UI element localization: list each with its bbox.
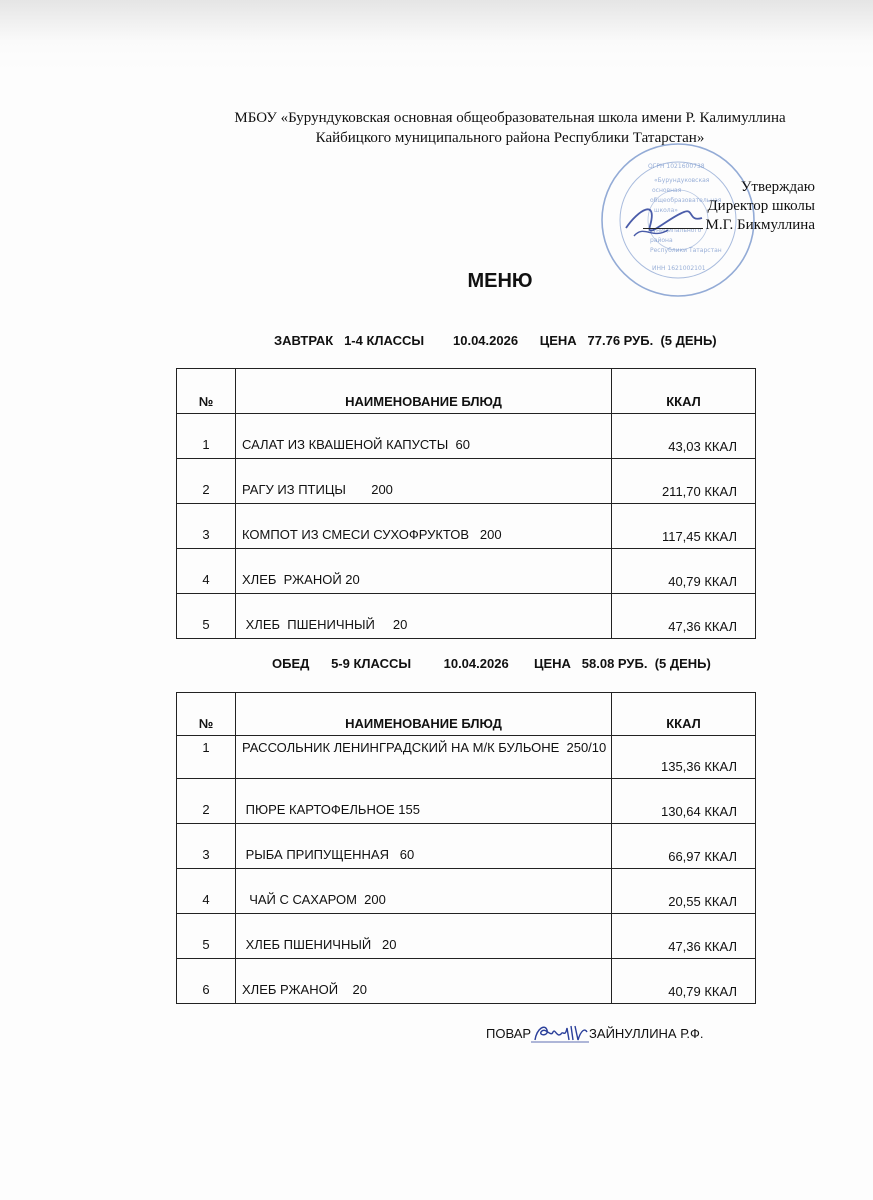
breakfast-meal: ЗАВТРАК [274, 333, 334, 348]
breakfast-date: 10.04.2026 [453, 333, 519, 348]
dish-kcal: 130,64 ККАЛ [612, 779, 756, 824]
col-number-header: № [177, 369, 236, 414]
svg-text:школа»: школа» [654, 207, 678, 214]
dish-kcal: 117,45 ККАЛ [612, 504, 756, 549]
row-number: 2 [177, 779, 236, 824]
dish-kcal: 20,55 ККАЛ [612, 869, 756, 914]
dish-name: ЧАЙ С САХАРОМ 200 [236, 869, 612, 914]
lunch-date: 10.04.2026 [443, 656, 509, 671]
dish-kcal: 43,03 ККАЛ [612, 414, 756, 459]
table-row [177, 824, 756, 869]
lunch-meal: ОБЕД [272, 656, 310, 671]
row-number: 3 [177, 824, 236, 869]
col-name-header: НАИМЕНОВАНИЕ БЛЮД [236, 369, 612, 414]
row-number: 1 [177, 414, 236, 459]
row-number: 4 [177, 869, 236, 914]
col-kcal-header: ККАЛ [612, 369, 756, 414]
scan-edge-shadow [0, 0, 873, 70]
dish-name: РАГУ ИЗ ПТИЦЫ 200 [236, 459, 612, 504]
dish-kcal: 66,97 ККАЛ [612, 824, 756, 869]
dish-name: РЫБА ПРИПУЩЕННАЯ 60 [236, 824, 612, 869]
col-number-header: № [177, 693, 236, 736]
row-number: 5 [177, 914, 236, 959]
svg-text:района: района [650, 237, 673, 244]
row-number: 2 [177, 459, 236, 504]
dish-name: ПЮРЕ КАРТОФЕЛЬНОЕ 155 [236, 779, 612, 824]
dish-name: САЛАТ ИЗ КВАШЕНОЙ КАПУСТЫ 60 [236, 414, 612, 459]
cook-label: ПОВАР [486, 1026, 532, 1041]
col-name-header: НАИМЕНОВАНИЕ БЛЮД [236, 693, 612, 736]
table-row [177, 959, 756, 1004]
director-name: М.Г. Бикмуллина [705, 217, 815, 233]
approval-signature-row [643, 216, 815, 235]
lunch-day: (5 ДЕНЬ) [654, 656, 711, 671]
svg-text:ОГРН 1021600738: ОГРН 1021600738 [648, 163, 705, 170]
cook-signature-block [486, 1022, 704, 1044]
svg-text:«Бурундуковская: «Бурундуковская [654, 177, 710, 184]
table-row [177, 459, 756, 504]
svg-text:основная: основная [652, 187, 682, 194]
row-number: 4 [177, 549, 236, 594]
page-title: МЕНЮ [467, 270, 533, 292]
breakfast-classes: 1-4 КЛАССЫ [344, 333, 425, 348]
breakfast-table [176, 368, 756, 639]
row-number: 3 [177, 504, 236, 549]
lunch-table [176, 692, 756, 1004]
row-number: 6 [177, 959, 236, 1004]
lunch-classes: 5-9 КЛАССЫ [331, 656, 412, 671]
table-row [177, 549, 756, 594]
table-row [177, 914, 756, 959]
dish-name: КОМПОТ ИЗ СМЕСИ СУХОФРУКТОВ 200 [236, 504, 612, 549]
table-row [177, 869, 756, 914]
dish-name: ХЛЕБ ПШЕНИЧНЫЙ 20 [236, 914, 612, 959]
dish-name: ХЛЕБ РЖАНОЙ 20 [236, 959, 612, 1004]
lunch-info-line [272, 656, 711, 671]
dish-kcal: 47,36 ККАЛ [612, 594, 756, 639]
col-kcal-header: ККАЛ [612, 693, 756, 736]
table-header-row [177, 369, 756, 414]
svg-text:ИНН 1621002101: ИНН 1621002101 [652, 265, 706, 272]
row-number: 5 [177, 594, 236, 639]
breakfast-price: ЦЕНА 77.76 РУБ. [539, 333, 654, 348]
approval-block [643, 178, 815, 235]
table-row [177, 736, 756, 779]
cook-name: ЗАЙНУЛЛИНА Р.Ф. [589, 1026, 704, 1041]
table-row [177, 414, 756, 459]
dish-kcal: 47,36 ККАЛ [612, 914, 756, 959]
table-header-row [177, 693, 756, 736]
dish-kcal: 40,79 ККАЛ [612, 959, 756, 1004]
organization-line-1: МБОУ «Бурундуковская основная общеобразовательная школа имени Р. Калимуллина [234, 110, 786, 126]
table-row [177, 594, 756, 639]
svg-text:муниципального: муниципального [648, 227, 702, 234]
cook-signature [531, 1022, 589, 1044]
approval-label: Утверждаю [740, 179, 815, 195]
signature-line [643, 228, 703, 229]
breakfast-info-line [274, 333, 717, 348]
table-row [177, 504, 756, 549]
svg-text:Республики Татарстан: Республики Татарстан [650, 247, 722, 254]
dish-name: ХЛЕБ ПШЕНИЧНЫЙ 20 [236, 594, 612, 639]
row-number: 1 [177, 736, 236, 779]
dish-name: РАССОЛЬНИК ЛЕНИНГРАДСКИЙ НА М/К БУЛЬОНЕ 250/10 [236, 736, 612, 779]
dish-kcal: 40,79 ККАЛ [612, 549, 756, 594]
approval-position: Директор школы [707, 198, 815, 214]
svg-text:общеобразовательная: общеобразовательная [650, 197, 722, 204]
table-row [177, 779, 756, 824]
organization-line-2: Кайбицкого муниципального района Республики Татарстан» [315, 130, 705, 146]
lunch-price: ЦЕНА 58.08 РУБ. [533, 656, 648, 671]
dish-kcal: 211,70 ККАЛ [612, 459, 756, 504]
dish-name: ХЛЕБ РЖАНОЙ 20 [236, 549, 612, 594]
dish-kcal: 135,36 ККАЛ [612, 736, 756, 779]
breakfast-day: (5 ДЕНЬ) [660, 333, 717, 348]
